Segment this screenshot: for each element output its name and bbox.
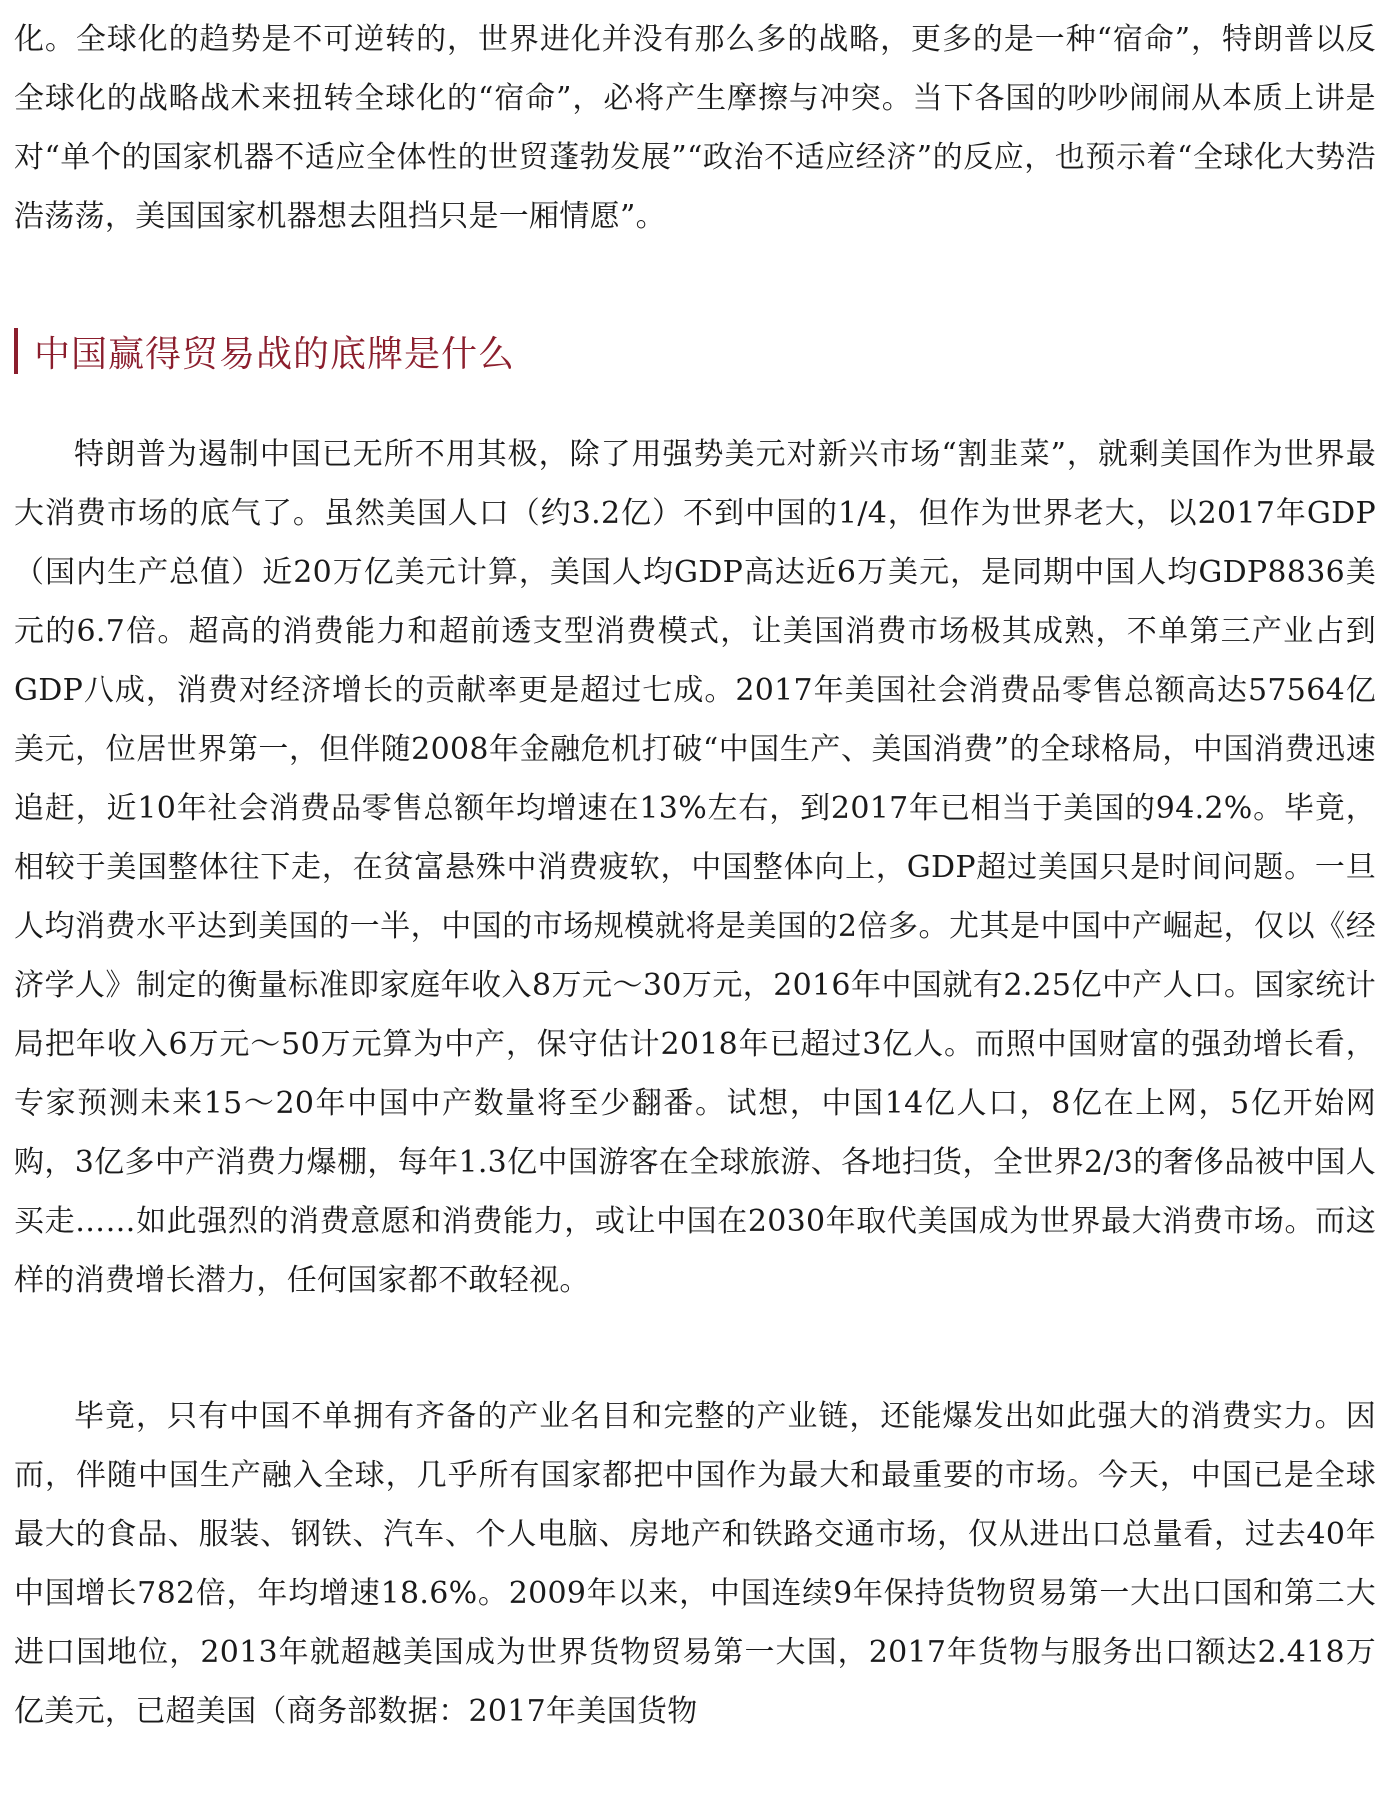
section-heading — [14, 328, 515, 374]
body-paragraph-2: 毕竟，只有中国不单拥有齐备的产业名目和完整的产业链，还能爆发出如此强大的消费实力。因而，伴随中国生产融入全球，几乎所有国家都把中国作为最大和最重要的市场。今天，中国已是全球最大的食品、服装、钢铁、汽车、个人电脑、房地产和铁路交通市场，仅从进出口总量看，过去40年中国增长782倍，年均增速18.6%。2009年以来，中国连续9年保持货物贸易第一大出口国和第二大进口国地位，2013年就超越美国成为世界货物贸易第一大国，2017年货物与服务出口额达2.418万亿美元，已超美国（商务部数据：2017年美国货物 — [14, 1399, 1377, 1729]
body-paragraph-1: 特朗普为遏制中国已无所不用其极，除了用强势美元对新兴市场“割韭菜”，就剩美国作为世界最大消费市场的底气了。虽然美国人口（约3.2亿）不到中国的1/4，但作为世界老大，以2017年GDP（国内生产总值）近20万亿美元计算，美国人均GDP高达近6万美元，是同期中国人均GDP8836美元的6.7倍。超高的消费能力和超前透支型消费模式，让美国消费市场极其成熟，不单第三产业占到GDP八成，消费对经济增长的贡献率更是超过七成。2017年美国社会消费品零售总额高达57564亿美元，位居世界第一，但伴随2008年金融危机打破“中国生产、美国消费”的全球格局，中国消费迅速追赶，近10年社会消费品零售总额年均增速在13%左右，到2017年已相当于美国的94.2%。毕竟，相较于美国整体往下走，在贫富悬殊中消费疲软，中国整体向上，GDP超过美国只是时间问题。一旦人均消费水平达到美国的一半，中国的市场规模就将是美国的2倍多。尤其是中国中产崛起，仅以《经济学人》制定的衡量标准即家庭年收入8万元～30万元，2016年中国就有2.25亿中产人口。国家统计局把年收入6万元～50万元算为中产，保守估计2018年已超过3亿人。而照中国财富的强劲增长看，专家预测未来15～20年中国中产数量将至少翻番。试想，中国14亿人口，8亿在上网，5亿开始网购，3亿多中产消费力爆棚，每年1.3亿中国游客在全球旅游、各地扫货，全世界2/3的奢侈品被中国人买走……如此强烈的消费意愿和消费能力，或让中国在2030年取代美国成为世界最大消费市场。而这样的消费增长潜力，任何国家都不敢轻视。 — [14, 437, 1376, 1298]
heading-accent-bar — [14, 328, 18, 374]
intro-paragraph: 化。全球化的趋势是不可逆转的，世界进化并没有那么多的战略，更多的是一种“宿命”，特朗普以反全球化的战略战术来扭转全球化的“宿命”，必将产生摩擦与冲突。当下各国的吵吵闹闹从本质上讲是对“单个的国家机器不适应全体性的世贸蓬勃发展”“政治不适应经济”的反应，也预示着“全球化大势浩浩荡荡，美国国家机器想去阻挡只是一厢情愿”。 — [14, 22, 1376, 234]
section-title: 中国赢得贸易战的底牌是什么 — [34, 333, 516, 375]
